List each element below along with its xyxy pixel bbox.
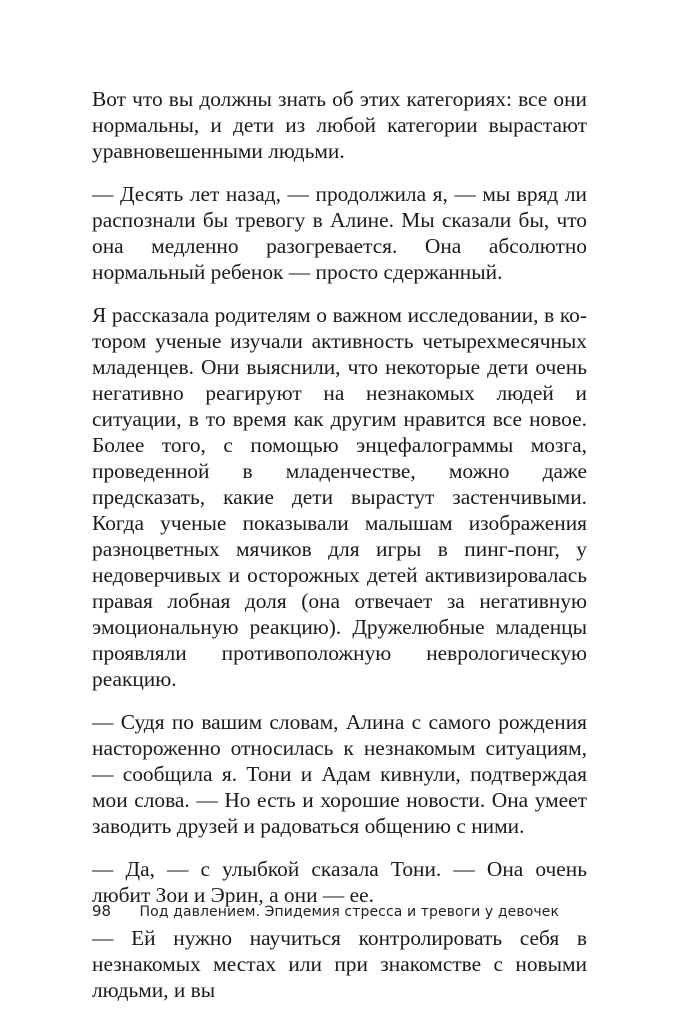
paragraph-6: — Ей нужно научиться контролировать себя в незнакомых местах или при знакомстве с новыми людьми, и вы: [92, 926, 587, 1002]
body-text: [92, 86, 587, 1020]
paragraph-2: — Десять лет назад, — продолжила я, — мы вряд ли распознали бы тревогу в Алине. Мы сказали бы, что она медленно разогревается. Она абсолютно нормальный ребенок — просто сдержанный.: [92, 182, 587, 284]
running-title: Под давлением. Эпидемия стресса и тревоги у девочек: [139, 904, 560, 920]
page-number: 98: [92, 902, 112, 920]
paragraph-1: Вот что вы должны знать об этих категориях: все они нормальны, и дети из любой категории вырастают уравновешенными людьми.: [92, 87, 587, 163]
paragraph-4: — Судя по вашим словам, Алина с самого рождения настороженно относилась к незнакомым ситуациям, — сообщила я. Тони и Адам кивнули, подтверждая мои слова. — Но есть и хорошие новости. Она умеет заводить друзей и радоваться общению с ними.: [92, 710, 587, 838]
page-footer: [92, 902, 559, 921]
paragraph-5: — Да, — с улыбкой сказала Тони. — Она очень любит Зои и Эрин, а они — ее.: [92, 857, 587, 907]
paragraph-3: Я рассказала родителям о важном исследовании, в котором ученые изучали активность четырехмесячных младенцев. Они выяснили, что некоторые дети очень негативно реагируют на незнакомых людей и ситуации, в то время как другим нравится все новое. Более того, с помощью энцефалограммы мозга, проведенной в младенчестве, можно даже предсказать, какие дети вырастут застенчивыми. Когда ученые показывали малышам изображения разноцветных мячиков для игры в пинг-понг, у недоверчивых и осторожных детей активизировалась правая лобная доля (она отвечает за негативную эмоциональную реакцию). Дружелюбные младенцы проявляли противоположную неврологическую реакцию.: [92, 303, 587, 691]
